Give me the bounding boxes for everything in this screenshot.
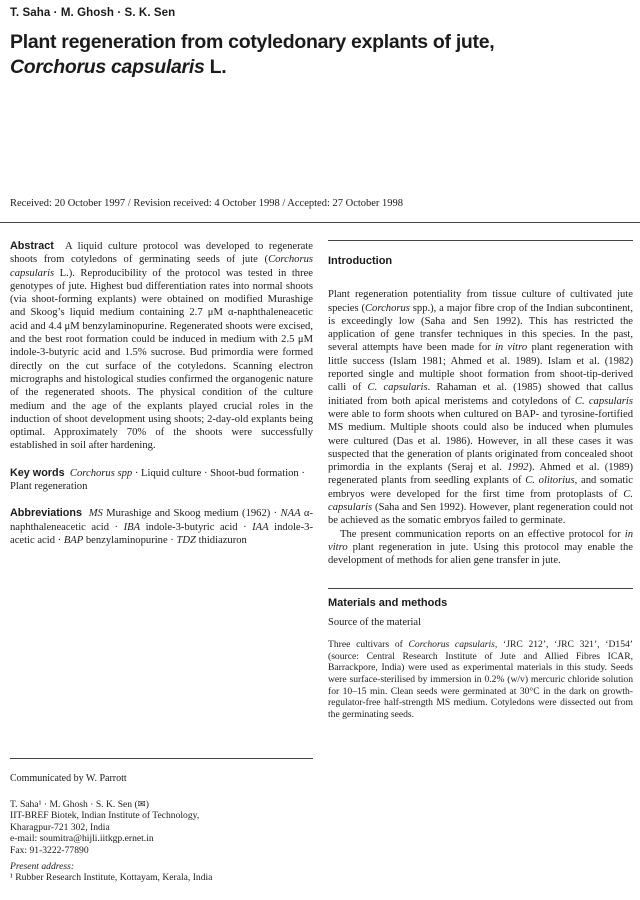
submission-dates: Received: 20 October 1997 / Revision received: 4 October 1998 / Accepted: 27 October 1998	[10, 198, 404, 209]
intro-p1-f: ). Ahmed et al. (1989) regenerated plants from seedling explants of	[328, 462, 633, 487]
materials-heading: Materials and methods	[328, 596, 448, 609]
materials-rule	[328, 588, 633, 589]
present-address-label: Present address:	[10, 860, 75, 872]
present-address: ¹ Rubber Research Institute, Kottayam, Kerala, India	[10, 872, 213, 884]
intro-p1-e: were able to form shoots when cultured on BAP- and tyrosine-fortified MS medium. Multiple shoots could also be induced when plumules were cultured (Das et al. 1986). However, in all these cases it was suspected that the generation of plants originated from concealed shoot primordia in the explants (Seraj et al.	[328, 408, 633, 474]
abbr-iba: IBA	[123, 521, 141, 533]
left-footer	[10, 758, 313, 884]
abbr-naa: NAA	[280, 508, 301, 520]
keywords-label: Key words	[10, 466, 65, 479]
paper-title	[10, 30, 610, 80]
materials-subheading: Source of the material	[328, 616, 422, 628]
abbreviations	[10, 507, 313, 547]
intro-p1-species-5: C. capsularis	[328, 488, 633, 514]
materials-paragraph	[328, 639, 633, 720]
intro-p1-c: plant regeneration with little success (Islam 1981; Ahmed et al. 1989). Islam et al. (1982) reported single and multiple shoot formation from shoot-tip-derived calli of	[328, 342, 633, 394]
top-rule	[0, 222, 640, 223]
keyword-species: Corchorus spp	[69, 467, 133, 479]
intro-p1-g: , and somatic embryos were developed for the first time from protoplasts of	[328, 475, 633, 500]
materials-p-b: , ‘JRC 212’, ‘JRC 321’, ‘D154’ (source: Central Research Institute of Jute and Allied Fibres ICAR, Barrackpore, India) were used as experimental materials in this study. Seeds were surface-sterilised by immersion in 0.2% (w/v) mercuric chloride solution for 10–15 min. Clean seeds were germinated at 30°C in the dark on growth-regulator-free half-strength MS medium. Cotyledons were dissected out from the germinating seeds.	[328, 639, 633, 720]
intro-p1-a: Plant regeneration potentiality from tissue culture of cultivated jute species (	[328, 289, 633, 314]
fax-number: Fax: 91-3222-77890	[10, 844, 89, 856]
abstract	[10, 240, 313, 453]
abbr-ms-text: Murashige and Skoog medium (1962) ·	[102, 508, 281, 520]
affiliation-line-2: Kharagpur-721 302, India	[10, 821, 110, 833]
intro-p2-a: The present communication reports on an effective protocol for	[340, 528, 625, 540]
communicated-by: Communicated by W. Parrott	[10, 773, 127, 784]
abbr-iaa-text: indole-3-acetic acid ·	[10, 521, 313, 546]
affiliation-line-1: IIT-BREF Biotek, Indian Institute of Technology,	[10, 810, 200, 822]
abbr-naa-text: α-naphthaleneacetic acid ·	[10, 508, 314, 533]
abbr-tdz-text: thidiazuron	[195, 534, 247, 546]
introduction-heading: Introduction	[328, 255, 393, 267]
abbr-iaa: IAA	[252, 521, 269, 533]
intro-p1-species-3: C. capsularis	[574, 395, 633, 407]
intro-p2-b: plant regeneration in jute. Using this protocol may enable the development of methods for alien gene transfer in jute.	[328, 541, 633, 567]
intro-p1-species-4: C. olitorius	[525, 475, 575, 487]
intro-p1-in-vitro: in vitro	[494, 342, 528, 354]
abstract-text-2: L.). Reproducibility of the protocol was tested in three genotypes of jute. Highest bud differentiation rates into normal shoots (via shoot-forming explants) were obtained on modified Murashige and Skoog’s liquid medium containing 2.7 μM α-naphthaleneacetic acid and 4.4 μM benzylaminopurine. Regenerated shoots were excised, and the best root formation could be induced in medium with 2.5 μM indole-3-butyric acid and 1.5% sucrose. Bud primordia were formed directly on the cut surface of the cotyledons. Scanning electron micrographs and histological studies confirmed the organogenic nature of the regenerated shoots. The physical condition of the culture medium and the age of the explants played crucial roles in the induction of shoot development using shoots; 2-day-old explants being optimal. Approximately 70% of the shoots were successfully established in soil after hardening.	[10, 267, 313, 452]
intro-paragraph-2	[328, 528, 633, 568]
right-column	[328, 240, 633, 720]
intro-p1-year: 1992	[507, 462, 529, 474]
intro-p1-d: . Rahaman et al. (1985) showed that callus initiated from both apical meristems and cotyledons of	[328, 382, 633, 407]
abstract-text-1: A liquid culture protocol was developed to regenerate shoots from cotyledons of germinating seeds of jute (	[10, 241, 313, 266]
materials-p-a: Three cultivars of	[328, 639, 409, 651]
abbr-iba-text: indole-3-butyric acid ·	[140, 521, 253, 533]
abbr-bap-text: benzylaminopurine ·	[83, 534, 177, 546]
intro-p2-in-vitro: in vitro	[328, 528, 633, 553]
keywords	[10, 467, 313, 494]
title-species: Corchorus capsularis	[10, 56, 205, 78]
intro-p1-species-2: C. capsularis	[367, 382, 428, 394]
footer-rule	[10, 758, 313, 759]
intro-paragraph-1	[328, 288, 633, 527]
email-address: e-mail: soumitra@hijli.iitkgp.ernet.in	[10, 833, 154, 845]
intro-p1-b: spp.), a major fibre crop of the Indian subcontinent, is exceedingly low (Saha and Sen 1992). This has restricted the application of gene transfer techniques in this species. In the past, several attempts have been made for	[328, 302, 633, 354]
materials-species: Corchorus capsularis	[408, 639, 495, 651]
abbr-bap: BAP	[63, 534, 84, 546]
intro-p1-h: (Saha and Sen 1992). However, plant regeneration could not be achieved as the somatic embryos failed to germinate.	[328, 502, 633, 527]
left-column	[10, 240, 313, 547]
abbr-ms: MS	[88, 508, 103, 520]
abstract-species: Corchorus capsularis	[10, 254, 313, 279]
intro-p1-species-1: Corchorus	[364, 302, 410, 314]
abstract-label: Abstract	[10, 240, 54, 252]
intro-top-rule	[328, 240, 633, 241]
keywords-rest: · Liquid culture · Shoot-bud formation · Plant regeneration	[10, 467, 305, 493]
author-line: T. Saha · M. Ghosh · S. K. Sen	[10, 7, 176, 19]
abbr-tdz: TDZ	[176, 534, 196, 546]
corresponding-authors: T. Saha¹ · M. Ghosh · S. K. Sen (✉)	[10, 798, 149, 810]
abbreviations-label: Abbreviations	[10, 507, 82, 520]
title-line-1: Plant regeneration from cotyledonary explants of jute,	[10, 31, 495, 53]
title-suffix: L.	[204, 56, 227, 78]
